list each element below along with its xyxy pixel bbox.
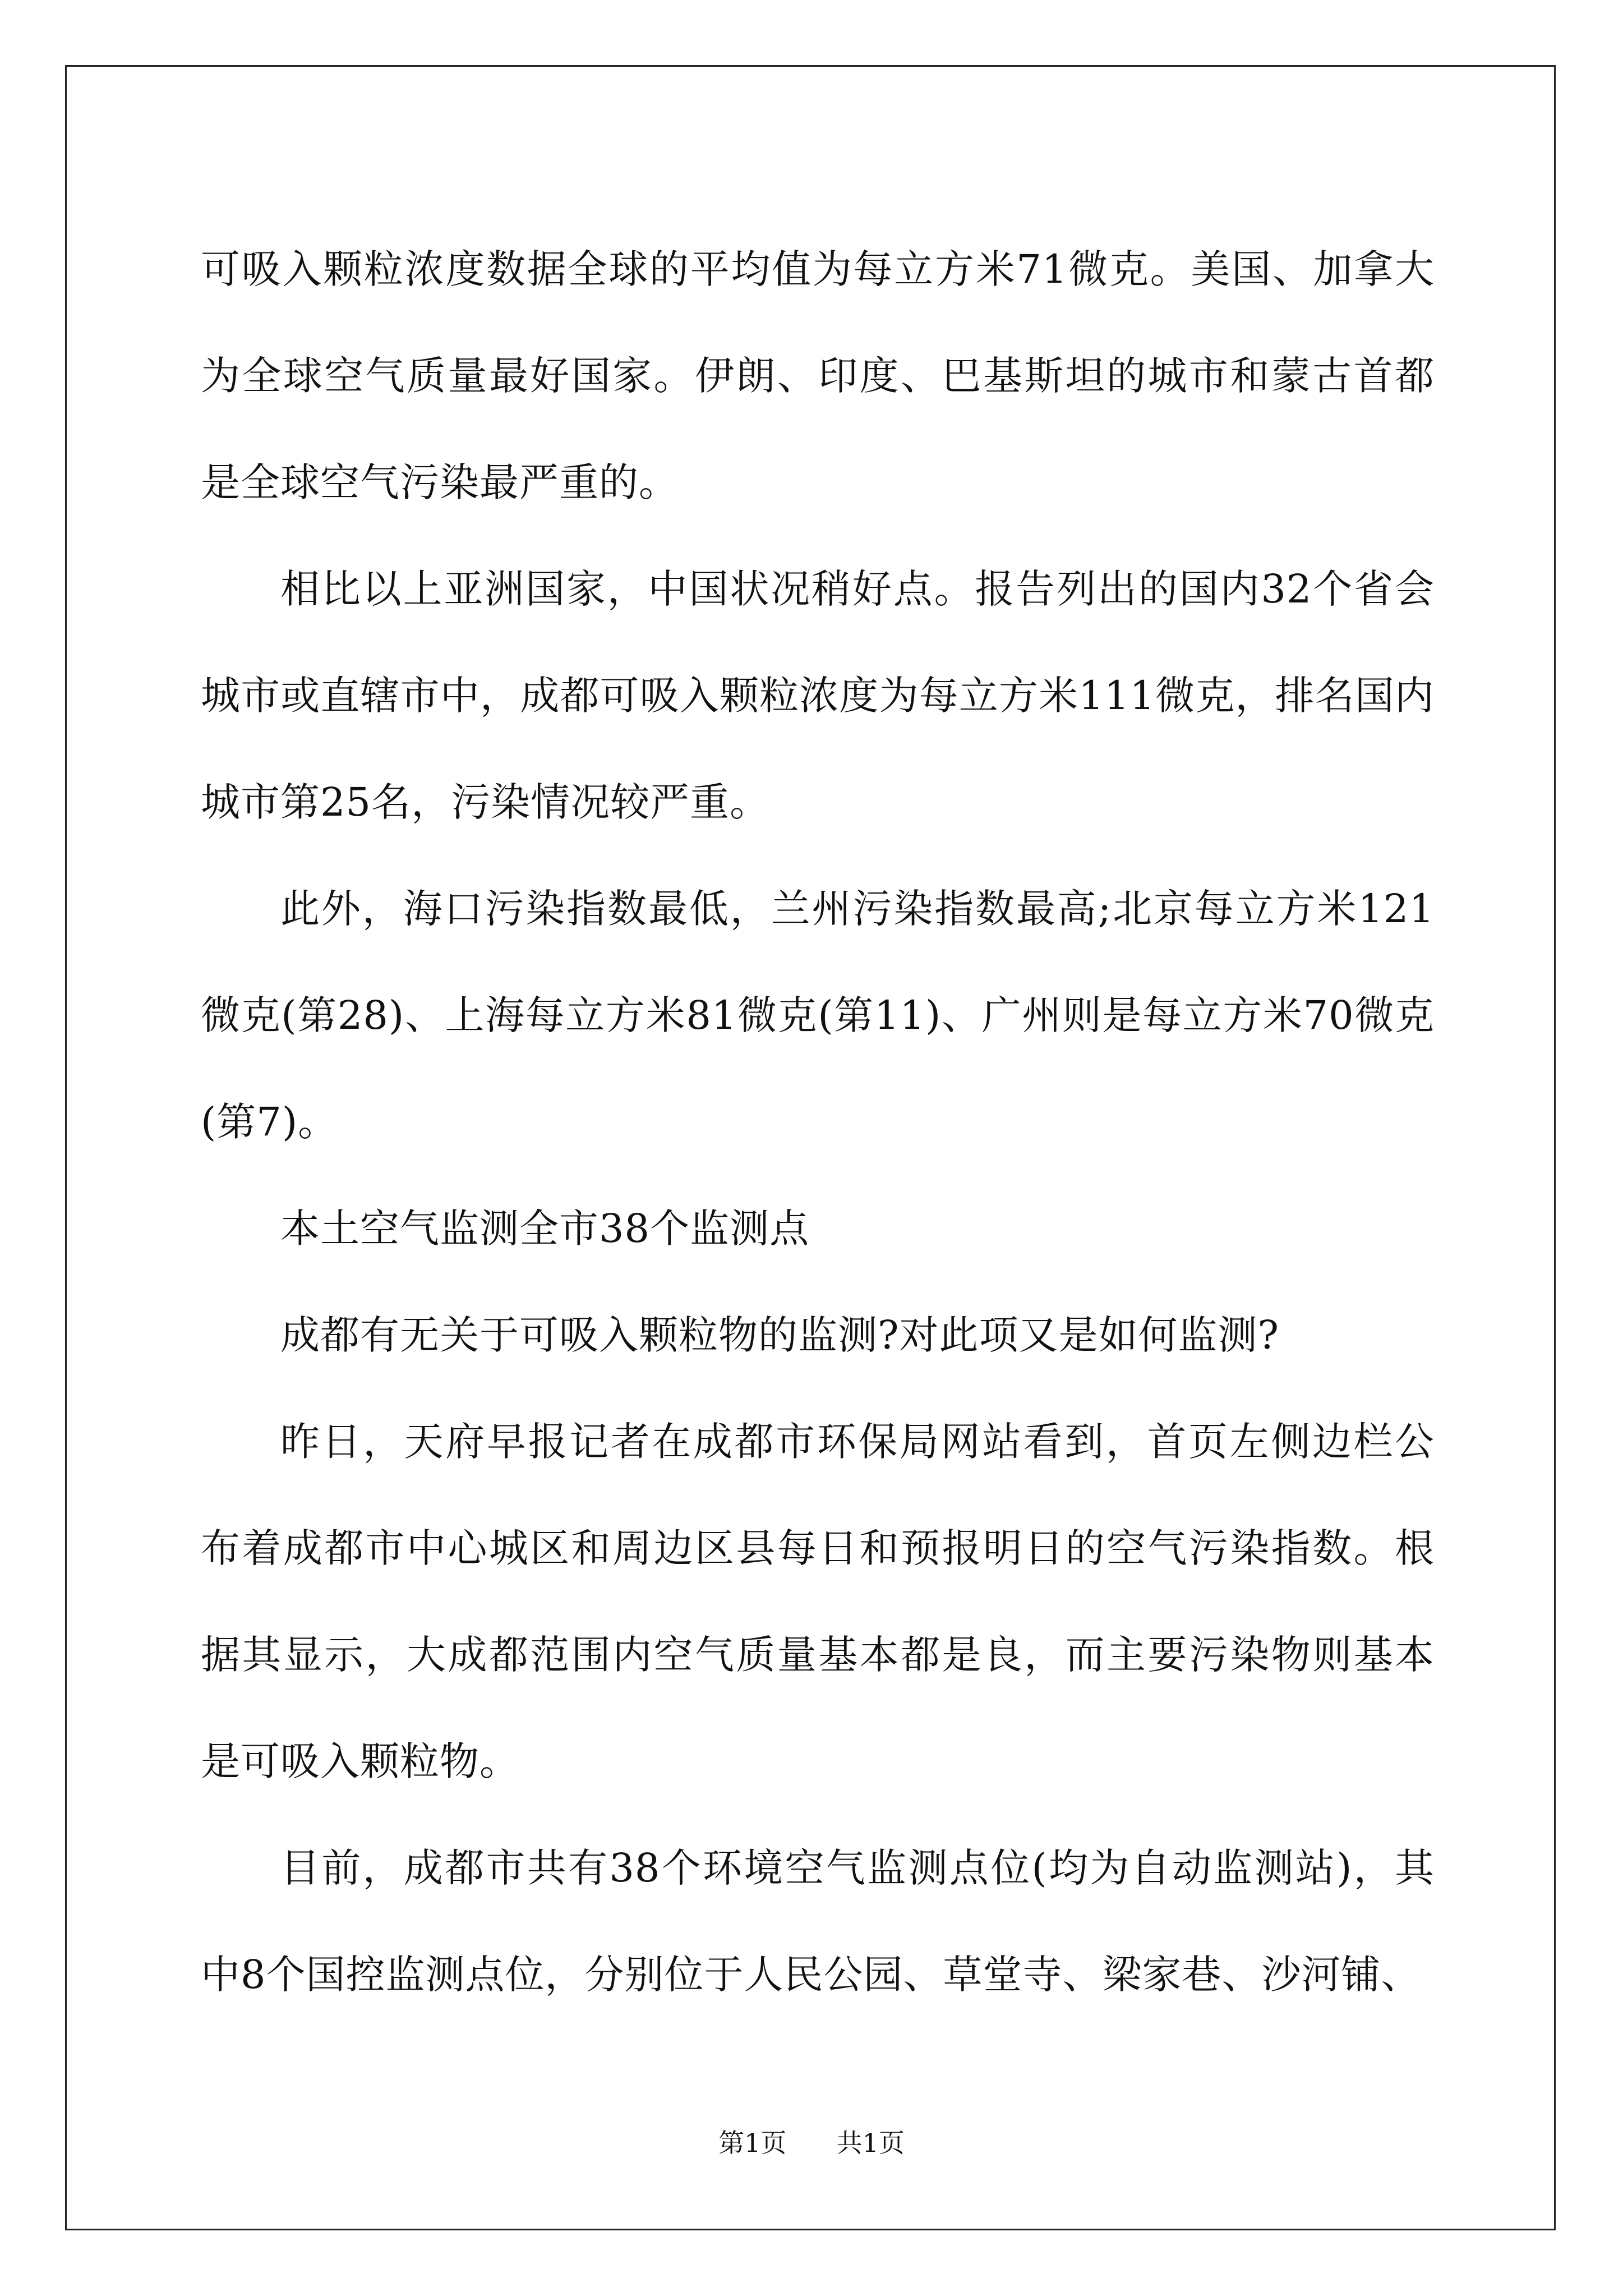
page-number: 第1页 [718, 2128, 787, 2158]
paragraph: 相比以上亚洲国家，中国状况稍好点。报告列出的国内32个省会城市或直辖市中，成都可吸入颗粒浓度为每立方米111微克，排名国内城市第25名，污染情况较严重。 [201, 566, 1435, 825]
paragraph: 目前，成都市共有38个环境空气监测点位(均为自动监测站)，其中8个国控监测点位，分别位于人民公园、草堂寺、梁家巷、沙河铺、 [201, 1845, 1435, 1998]
section-heading: 本土空气监测全市38个监测点 [280, 1205, 810, 1251]
page-total: 共1页 [836, 2128, 905, 2158]
paragraph: 可吸入颗粒浓度数据全球的平均值为每立方米71微克。美国、加拿大为全球空气质量最好国家。伊朗、印度、巴基斯坦的城市和蒙古首都是全球空气污染最严重的。 [201, 246, 1435, 505]
paragraph: 此外，海口污染指数最低，兰州污染指数最高;北京每立方米121微克(第28)、上海每立方米81微克(第11)、广州则是每立方米70微克(第7)。 [201, 886, 1435, 1145]
page-footer [0, 2126, 1623, 2160]
document-body [201, 216, 1435, 2028]
paragraph: 昨日，天府早报记者在成都市环保局网站看到，首页左侧边栏公布着成都市中心城区和周边区县每日和预报明日的空气污染指数。根据其显示，大成都范围内空气质量基本都是良，而主要污染物则基本是可吸入颗粒物。 [201, 1419, 1435, 1784]
paragraph: 成都有无关于可吸入颗粒物的监测?对此项又是如何监测? [280, 1312, 1280, 1358]
